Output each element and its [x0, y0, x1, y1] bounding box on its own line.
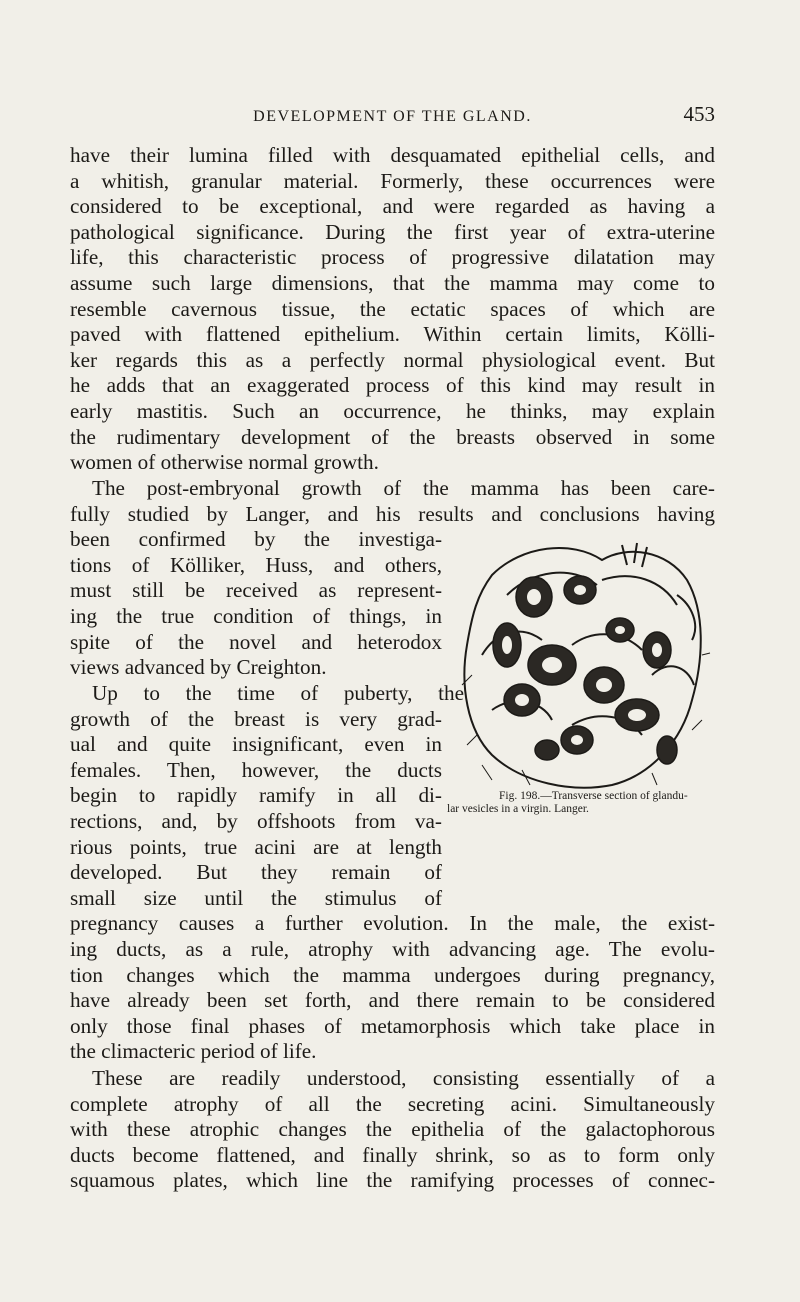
text-line: pathological significance. During the first year of extra-uterine [70, 219, 715, 244]
paragraph-4 [70, 1066, 715, 1194]
text-line: Up to the time of puberty, the [92, 681, 464, 705]
text-line: ual and quite insignificant, even in [70, 732, 442, 757]
caption-line-2: lar vesicles in a virgin. Langer. [447, 803, 589, 815]
figure-caption [443, 790, 723, 816]
text-line: women of otherwise normal growth. [70, 450, 379, 475]
text-line: considered to be exceptional, and were regarded as having a [70, 194, 715, 219]
text-line: he adds that an exaggerated process of this kind may result in [70, 373, 715, 398]
text-line: with these atrophic changes the epithelia of the galactophorous [70, 1117, 715, 1142]
running-head [70, 102, 715, 130]
text-line: squamous plates, which line the ramifying processes of connec- [70, 1168, 715, 1193]
text-line: small size until the stimulus of [70, 885, 442, 910]
text-line: females. Then, however, the ducts [70, 757, 442, 782]
caption-line-1: Fig. 198.—Transverse section of glandu- [499, 790, 688, 802]
text-line: ing the true condition of things, in [70, 603, 442, 628]
text-line: early mastitis. Such an occurrence, he thinks, may explain [70, 398, 715, 423]
text-line: been confirmed by the investiga- [70, 527, 442, 552]
text-line: views advanced by Creighton. [70, 655, 327, 680]
text-line: pregnancy causes a further evolution. In the male, the exist- [70, 911, 715, 936]
text-line: spite of the novel and heterodox [70, 629, 442, 654]
text-line: complete atrophy of all the secreting acini. Simultaneously [70, 1091, 715, 1116]
text-line: have their lumina filled with desquamated epithelial cells, and [70, 143, 715, 167]
gland-section-drawing [452, 535, 717, 790]
text-line: developed. But they remain of [70, 860, 442, 885]
text-line: assume such large dimensions, that the mamma may come to [70, 270, 715, 295]
text-line: growth of the breast is very grad- [70, 706, 442, 731]
text-line: ducts become flattened, and finally shrink, so as to form only [70, 1142, 715, 1167]
histology-illustration [452, 535, 717, 790]
text-line: ing ducts, as a rule, atrophy with advancing age. The evolu- [70, 936, 715, 961]
text-line: only those final phases of metamorphosis which take place in [70, 1013, 715, 1038]
text-line: paved with flattened epithelium. Within certain limits, Kölli- [70, 322, 715, 347]
text-line: The post-embryonal growth of the mamma has been care- [92, 476, 715, 500]
text-line: have already been set forth, and there remain to be considered [70, 988, 715, 1013]
text-line: must still be received as represent- [70, 578, 442, 603]
text-line: the climacteric period of life. [70, 1039, 317, 1064]
text-line: a whitish, granular material. Formerly, these occurrences were [70, 168, 715, 193]
text-line: rections, and, by offshoots from va- [70, 808, 442, 833]
text-line: These are readily understood, consisting essentially of a [92, 1066, 715, 1090]
text-line: fully studied by Langer, and his results and conclusions having [70, 501, 715, 526]
paragraph-1 [70, 143, 715, 476]
text-line: tion changes which the mamma undergoes during pregnancy, [70, 962, 715, 987]
text-line: begin to rapidly ramify in all di- [70, 783, 442, 808]
text-line: life, this characteristic process of progressive dilatation may [70, 245, 715, 270]
text-line: tions of Kölliker, Huss, and others, [70, 552, 442, 577]
text-line: ker regards this as a perfectly normal physiological event. But [70, 347, 715, 372]
text-line: the rudimentary development of the breasts observed in some [70, 424, 715, 449]
text-line: resemble cavernous tissue, the ectatic spaces of which are [70, 296, 715, 321]
text-line: rious points, true acini are at length [70, 834, 442, 859]
running-title: DEVELOPMENT OF THE GLAND. [253, 108, 532, 125]
page-number: 453 [683, 102, 715, 126]
